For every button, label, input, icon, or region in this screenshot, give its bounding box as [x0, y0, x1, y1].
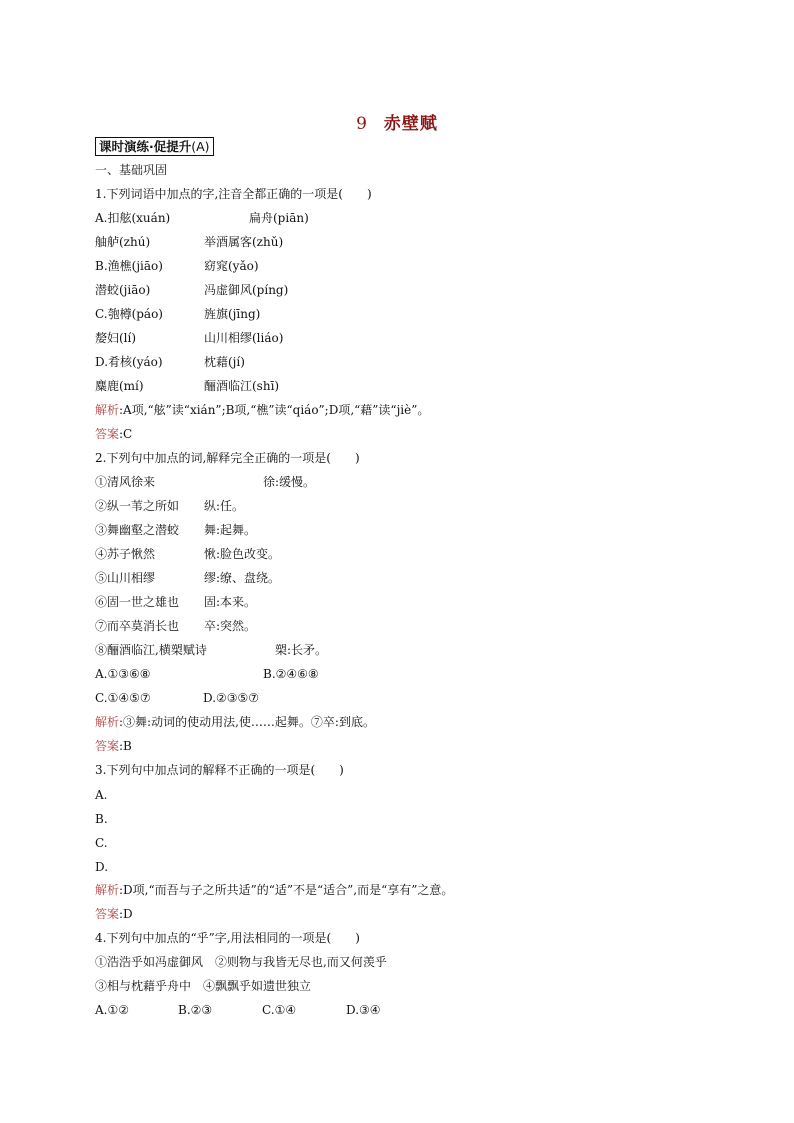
- q1-row-a: 潜蛟(jiāo): [95, 283, 151, 297]
- q2-row-a: ⑦而卒莫消长也: [95, 619, 180, 633]
- q4-options: [95, 1002, 695, 1018]
- q2-row-a: ⑥固一世之雄也: [95, 595, 180, 609]
- analysis-label: 解析: [95, 403, 120, 417]
- q2-row-a: ⑤山川相缪: [95, 571, 156, 585]
- option-a: A.①②: [95, 1003, 129, 1017]
- answer-label: 答案: [95, 907, 120, 921]
- q2-row-a: ⑧酾酒临江,横槊赋诗: [95, 643, 207, 657]
- lesson-title: 赤壁赋: [383, 114, 438, 134]
- q1-row-a: 嫠妇(lí): [95, 331, 137, 345]
- q1-row-b: 旌旗(jīng): [204, 307, 261, 321]
- q2-row-b: 徐:缓慢。: [263, 475, 316, 489]
- q1-row: [95, 282, 695, 298]
- q2-row: [95, 498, 695, 514]
- q1-row-a: D.肴核(yáo): [95, 355, 163, 369]
- q1-row-a: B.渔樵(jiāo): [95, 259, 163, 273]
- analysis-text: :③舞:动词的使动用法,使……起舞。⑦卒:到底。: [119, 715, 375, 729]
- q2-stem: 2.下列句中加点的词,解释完全正确的一项是( ): [95, 451, 360, 465]
- q2-row-b: 愀:脸色改变。: [204, 547, 281, 561]
- q2-row-b: 槊:长矛。: [275, 643, 328, 657]
- q2-options: [95, 690, 695, 706]
- q2-row: [95, 546, 695, 562]
- q2-row-b: 缪:缭、盘绕。: [204, 571, 281, 585]
- q2-options: [95, 666, 695, 682]
- q2-row: [95, 642, 695, 658]
- section-badge: [95, 137, 214, 156]
- option-d: D.②③⑤⑦: [203, 691, 260, 705]
- q3-analysis: [95, 882, 453, 898]
- q1-row-b: 举酒属客(zhǔ): [204, 235, 284, 249]
- q3-option: A.: [95, 788, 108, 802]
- badge-text: 课时演练·促提升: [99, 139, 192, 154]
- q1-row-b: 冯虚御风(píng): [204, 283, 289, 297]
- analysis-text: :D项,“而吾与子之所共适”的“适”不是“适合”,而是“享有”之意。: [119, 883, 454, 897]
- q1-row: [95, 210, 695, 226]
- q2-row-b: 卒:突然。: [204, 619, 257, 633]
- q1-row: [95, 258, 695, 274]
- q2-row: [95, 474, 695, 490]
- q3-option: C.: [95, 836, 108, 850]
- page-title: [0, 109, 794, 134]
- q1-row: [95, 234, 695, 250]
- answer-text: :B: [119, 739, 132, 753]
- badge-suffix: (A): [191, 139, 210, 154]
- q1-row-a: 舳舻(zhú): [95, 235, 151, 249]
- q3-answer: [95, 906, 133, 922]
- q1-row-b: 窈窕(yǎo): [204, 259, 259, 273]
- q2-row-a: ③舞幽壑之潜蛟: [95, 523, 180, 537]
- q1-row-a: A.扣舷(xuán): [95, 211, 171, 225]
- q1-row: [95, 330, 695, 346]
- q4-stem: 4.下列句中加点的“乎”字,用法相同的一项是( ): [95, 931, 360, 945]
- q2-analysis: [95, 714, 375, 730]
- q1-row: [95, 354, 695, 370]
- answer-label: 答案: [95, 427, 120, 441]
- q4-sentences-1: ①浩浩乎如冯虚御风 ②则物与我皆无尽也,而又何羡乎: [95, 955, 387, 969]
- q3-stem: 3.下列句中加点词的解释不正确的一项是( ): [95, 763, 344, 777]
- answer-text: :C: [119, 427, 133, 441]
- q2-row: [95, 570, 695, 586]
- q1-row-b: 枕藉(jí): [204, 355, 245, 369]
- option-a: A.①③⑥⑧: [95, 667, 151, 681]
- option-c: C.①④⑤⑦: [95, 691, 151, 705]
- q2-row: [95, 522, 695, 538]
- q1-row-b: 酾酒临江(shī): [204, 379, 280, 393]
- q1-row-b: 山川相缪(liáo): [204, 331, 284, 345]
- q2-answer: [95, 738, 132, 754]
- answer-text: :D: [119, 907, 133, 921]
- answer-label: 答案: [95, 739, 120, 753]
- q1-stem: 1.下列词语中加点的字,注音全都正确的一项是( ): [95, 187, 372, 201]
- q2-row-b: 固:本来。: [204, 595, 257, 609]
- q2-row: [95, 594, 695, 610]
- section-heading: 一、基础巩固: [95, 163, 168, 177]
- option-d: D.③④: [346, 1003, 381, 1017]
- option-b: B.②④⑥⑧: [263, 667, 319, 681]
- lesson-number: 9: [356, 114, 368, 134]
- q1-row-a: 麋鹿(mí): [95, 379, 144, 393]
- q1-analysis: [95, 402, 429, 418]
- q1-row-b: 扁舟(piān): [249, 211, 309, 225]
- option-b: B.②③: [178, 1003, 213, 1017]
- q2-row-a: ②纵一苇之所如: [95, 499, 180, 513]
- q3-option: B.: [95, 812, 108, 826]
- q2-row-a: ④苏子愀然: [95, 547, 156, 561]
- q1-row: [95, 378, 695, 394]
- analysis-label: 解析: [95, 715, 120, 729]
- q2-row-b: 纵:任。: [204, 499, 245, 513]
- analysis-text: :A项,“舷”读“xián”;B项,“樵”读“qiáo”;D项,“藉”读“jiè”。: [119, 403, 430, 417]
- option-c: C.①④: [262, 1003, 297, 1017]
- analysis-label: 解析: [95, 883, 120, 897]
- q4-sentences-2: ③相与枕藉乎舟中 ④飘飘乎如遗世独立: [95, 979, 312, 993]
- q2-row-a: ①清风徐来: [95, 475, 156, 489]
- q2-row: [95, 618, 695, 634]
- q1-row: [95, 306, 695, 322]
- q1-answer: [95, 426, 132, 442]
- q2-row-b: 舞:起舞。: [204, 523, 257, 537]
- q3-option: D.: [95, 860, 109, 874]
- q1-row-a: C.匏樽(páo): [95, 307, 163, 321]
